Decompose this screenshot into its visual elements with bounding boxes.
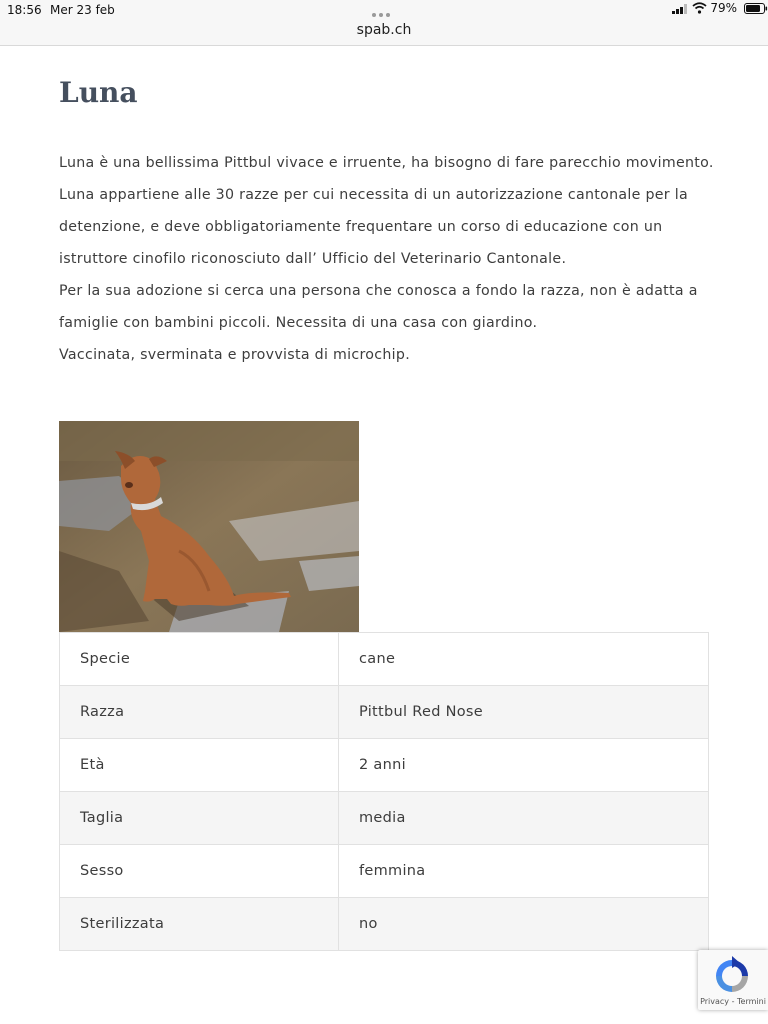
recaptcha-links[interactable]: Privacy - Termini — [700, 997, 766, 1006]
details-table — [59, 632, 709, 951]
status-date: Mer 23 feb — [50, 3, 115, 17]
battery-percentage: 79% — [710, 1, 737, 15]
table-row — [60, 739, 709, 792]
table-row — [60, 792, 709, 845]
description — [59, 147, 719, 371]
recaptcha-badge[interactable] — [698, 950, 768, 1010]
table-row — [60, 686, 709, 739]
recaptcha-logo-icon — [712, 956, 752, 996]
description-paragraph: Luna è una bellissima Pittbul vivace e irruente, ha bisogno di fare parecchio movimento. Luna appartiene alle 30 razze per cui necessita di un autorizzazione cantonale per la detenzione, e deve obbligatoriamente frequentare un corso di educazione con un istruttore cinofilo riconosciuto dall’ Ufficio del Veterinario Cantonale. — [59, 155, 714, 267]
description-paragraph: Per la sua adozione si cerca una persona che conosca a fondo la razza, non è adatta a famiglie con bambini piccoli. Necessita di una casa con giardino. — [59, 283, 698, 331]
status-time: 18:56 — [7, 3, 42, 17]
status-bar — [0, 0, 768, 20]
page-title: Luna — [59, 76, 138, 109]
detail-value: 2 anni — [339, 739, 709, 792]
wifi-icon — [692, 2, 707, 14]
detail-label: Taglia — [60, 792, 339, 845]
detail-label: Specie — [60, 633, 339, 686]
table-row — [60, 898, 709, 951]
detail-value: media — [339, 792, 709, 845]
url-text[interactable]: spab.ch — [356, 22, 412, 38]
detail-value: femmina — [339, 845, 709, 898]
description-paragraph: Vaccinata, sverminata e provvista di microchip. — [59, 347, 411, 363]
signal-icon — [672, 4, 688, 14]
table-row — [60, 633, 709, 686]
detail-value: Pittbul Red Nose — [339, 686, 709, 739]
detail-label: Razza — [60, 686, 339, 739]
more-dots-icon[interactable] — [372, 6, 396, 12]
detail-label: Sesso — [60, 845, 339, 898]
detail-value: no — [339, 898, 709, 951]
dog-photo[interactable] — [59, 421, 359, 632]
address-bar[interactable] — [0, 20, 768, 46]
detail-value: cane — [339, 633, 709, 686]
battery-icon — [744, 3, 768, 14]
detail-label: Sterilizzata — [60, 898, 339, 951]
table-row — [60, 845, 709, 898]
detail-label: Età — [60, 739, 339, 792]
